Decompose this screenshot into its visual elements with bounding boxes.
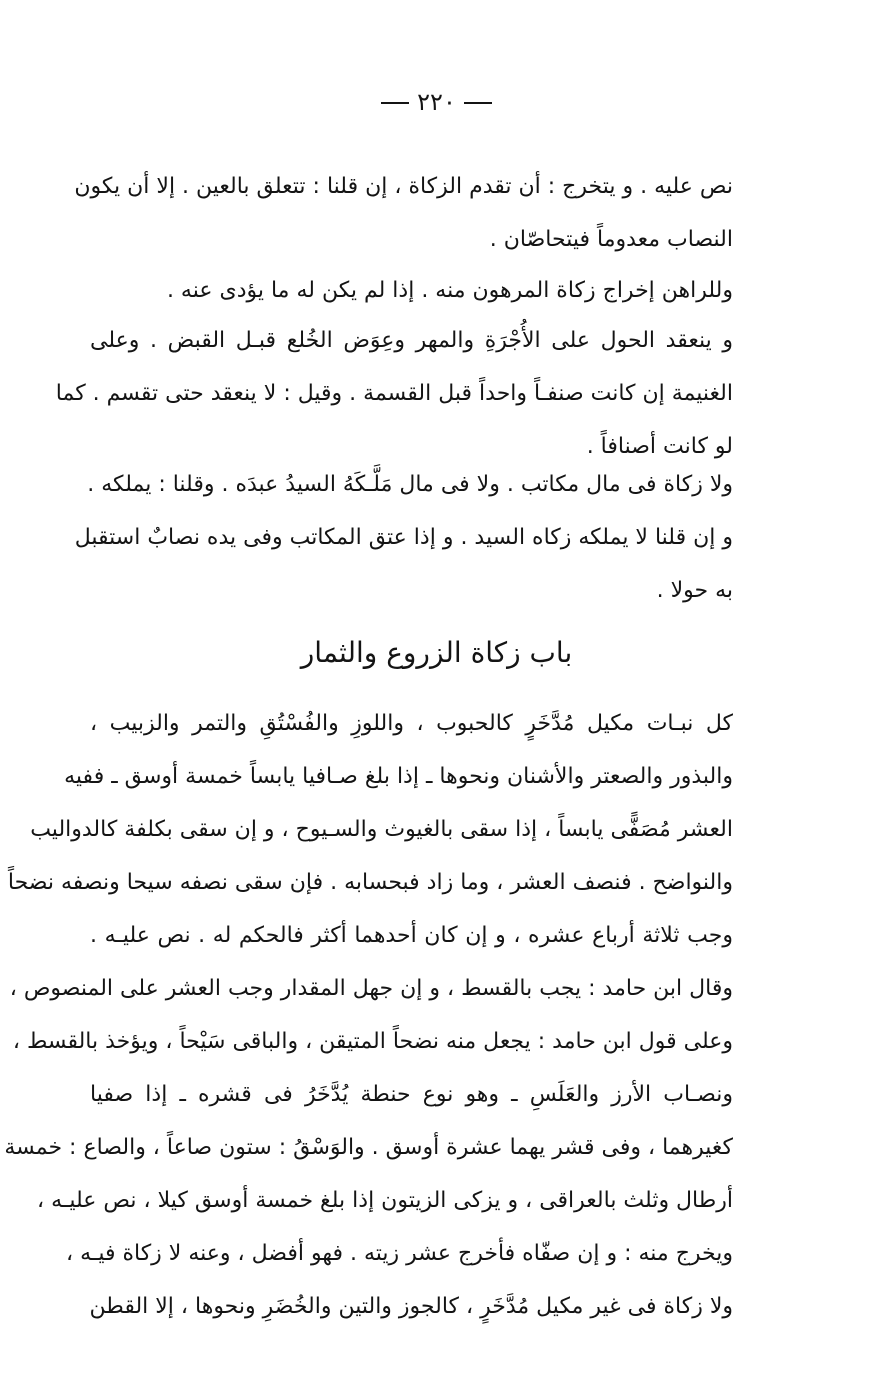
text-line: به حولا .: [656, 578, 733, 603]
text-line: النصاب معدوماً فيتحاصّان .: [489, 227, 733, 252]
text-line: وقال ابن حامد : يجب بالقسط ، و إن جهل المقدار وجب العشر على المنصوص ،: [9, 976, 733, 1001]
section-heading: باب زكاة الزروع والثمار: [300, 636, 573, 669]
paragraph-2: [90, 264, 733, 317]
text-line: كغيرهما ، وفى قشر يهما عشرة أوسق . والوَسْقُ : ستون صاعاً ، والصاع : خمسة: [4, 1135, 733, 1160]
left-dash: [381, 102, 409, 104]
text-line: وجب ثلاثة أرباع عشره ، و إن كان أحدهما أكثر فالحكم له . نص عليـه .: [90, 923, 733, 948]
paragraph-4: [74, 458, 733, 617]
text-line: و ينعقد الحول على الأُجْرَةِ والمهر وعِوَض الخُلع قبـل القبض . وعلى: [90, 328, 733, 353]
text-line: أرطال وثلث بالعراقى ، و يزكى الزيتون إذا بلغ خمسة أوسق كيلا ، نص عليـه ،: [37, 1188, 733, 1213]
page-number-text: ٢٢٠: [417, 88, 456, 116]
page-number: [0, 88, 873, 116]
text-line: العشر مُصَفًّى يابساً ، إذا سقى بالغيوث والسـيوح ، و إن سقى بكلفة كالدواليب: [30, 817, 733, 842]
text-line: ولا زكاة فى مال مكاتب . ولا فى مال مَلَّـكَهُ السيدُ عبدَه . وقلنا : يملكه .: [87, 472, 733, 497]
text-line: لو كانت أصنافاً .: [586, 434, 733, 459]
text-line: ولا زكاة فى غير مكيل مُدَّخَرٍ ، كالجوز والتين والخُضَرِ ونحوها ، إلا القطن: [89, 1294, 733, 1319]
text-line: ويخرج منه : و إن صفّاه فأخرج عشر زيته . فهو أفضل ، وعنه لا زكاة فيـه ،: [65, 1241, 733, 1266]
text-line: كل نبـات مكيل مُدَّخَرٍ كالحبوب ، واللوزِ والفُسْتُقِ والتمر والزبيب ،: [90, 711, 733, 736]
paragraph-3: [55, 314, 733, 473]
paragraph-1: [74, 160, 733, 266]
section-paragraph: [4, 697, 733, 1333]
text-line: وعلى قول ابن حامد : يجعل منه نضحاً المتيقن ، والباقى سَيْحاً ، ويؤخذ بالقسط ،: [12, 1029, 733, 1054]
text-line: وللراهن إخراج زكاة المرهون منه . إذا لم يكن له ما يؤدى عنه .: [166, 278, 733, 303]
text-line: والبذور والصعتر والأشنان ونحوها ـ إذا بلغ صـافيا يابساً خمسة أوسق ـ ففيه: [64, 764, 733, 789]
text-line: و إن قلنا لا يملكه زكاه السيد . و إذا عتق المكاتب وفى يده نصابٌ استقبل: [74, 525, 733, 550]
text-line: الغنيمة إن كانت صنفـاً واحداً قبل القسمة . وقيل : لا ينعقد حتى تقسم . كما: [55, 381, 733, 406]
text-line: ونصـاب الأرز والعَلَسِ ـ وهو نوع حنطة يُدَّخَرُ فى قشره ـ إذا صفيا: [90, 1082, 733, 1107]
text-line: والنواضح . فنصف العشر ، وما زاد فبحسابه . فإن سقى نصفه سيحا ونصفه نضحاً: [7, 870, 733, 895]
text-line: نص عليه . و يتخرج : أن تقدم الزكاة ، إن قلنا : تتعلق بالعين . إلا أن يكون: [74, 174, 733, 199]
right-dash: [464, 102, 492, 104]
